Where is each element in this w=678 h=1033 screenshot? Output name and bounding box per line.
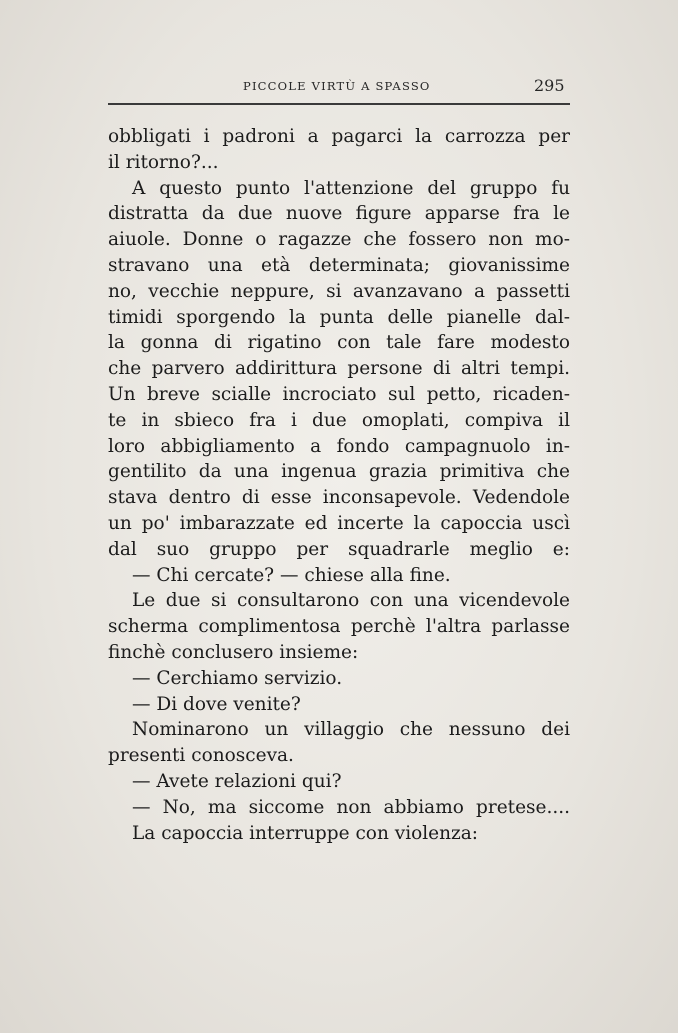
text-line: dal suo gruppo per squadrarle meglio e: bbox=[108, 538, 570, 560]
text-line: gentilito da una ingenua grazia primitiva che bbox=[108, 461, 570, 483]
text-line: obbligati i padroni a pagarci la carrozza per bbox=[108, 126, 570, 147]
running-header bbox=[0, 74, 678, 98]
text-line: Le due si consultarono con una vicendevole bbox=[132, 590, 570, 612]
text-line: la gonna di rigatino con tale fare modesto bbox=[108, 332, 570, 354]
text-line: il ritorno?... bbox=[108, 151, 219, 173]
text-line: finchè conclusero insieme: bbox=[108, 641, 359, 663]
text-line: scherma complimentosa perchè l'altra parlasse bbox=[108, 616, 570, 638]
running-title: PICCOLE VIRTÙ A SPASSO bbox=[243, 79, 431, 93]
text-line: presenti conosceva. bbox=[108, 745, 294, 767]
text-line: stava dentro di esse inconsapevole. Vedendole bbox=[108, 487, 570, 509]
page-number: 295 bbox=[534, 76, 565, 95]
text-line: La capoccia interruppe con violenza: bbox=[132, 822, 479, 844]
text-line: — Avete relazioni qui? bbox=[132, 770, 342, 792]
header-rule bbox=[108, 103, 570, 105]
text-line: te in sbieco fra i due omoplati, compiva il bbox=[108, 409, 570, 431]
text-line: Un breve scialle incrociato sul petto, ricaden- bbox=[108, 383, 570, 405]
text-line: — Chi cercate? — chiese alla fine. bbox=[132, 564, 451, 586]
text-line: un po' imbarazzate ed incerte la capoccia uscì bbox=[108, 512, 570, 534]
text-line: che parvero addirittura persone di altri tempi. bbox=[108, 358, 570, 380]
text-line: stravano una età determinata; giovanissime bbox=[108, 254, 570, 276]
text-line: — Di dove venite? bbox=[132, 693, 301, 715]
text-line: — Cerchiamo servizio. bbox=[132, 667, 343, 689]
text-line: Nominarono un villaggio che nessuno dei bbox=[132, 719, 570, 741]
text-line: — No, ma siccome non abbiamo pretese.... bbox=[132, 796, 570, 818]
text-line: distratta da due nuove figure apparse fra le bbox=[108, 203, 570, 225]
text-line: loro abbigliamento a fondo campagnuolo in- bbox=[108, 435, 570, 457]
body-text bbox=[108, 124, 570, 846]
text-line: aiuole. Donne o ragazze che fossero non mo- bbox=[108, 229, 570, 251]
text-line: timidi sporgendo la punta delle pianelle dal- bbox=[108, 306, 570, 328]
text-line: no, vecchie neppure, si avanzavano a passetti bbox=[108, 280, 570, 302]
text-line: A questo punto l'attenzione del gruppo fu bbox=[132, 177, 570, 199]
